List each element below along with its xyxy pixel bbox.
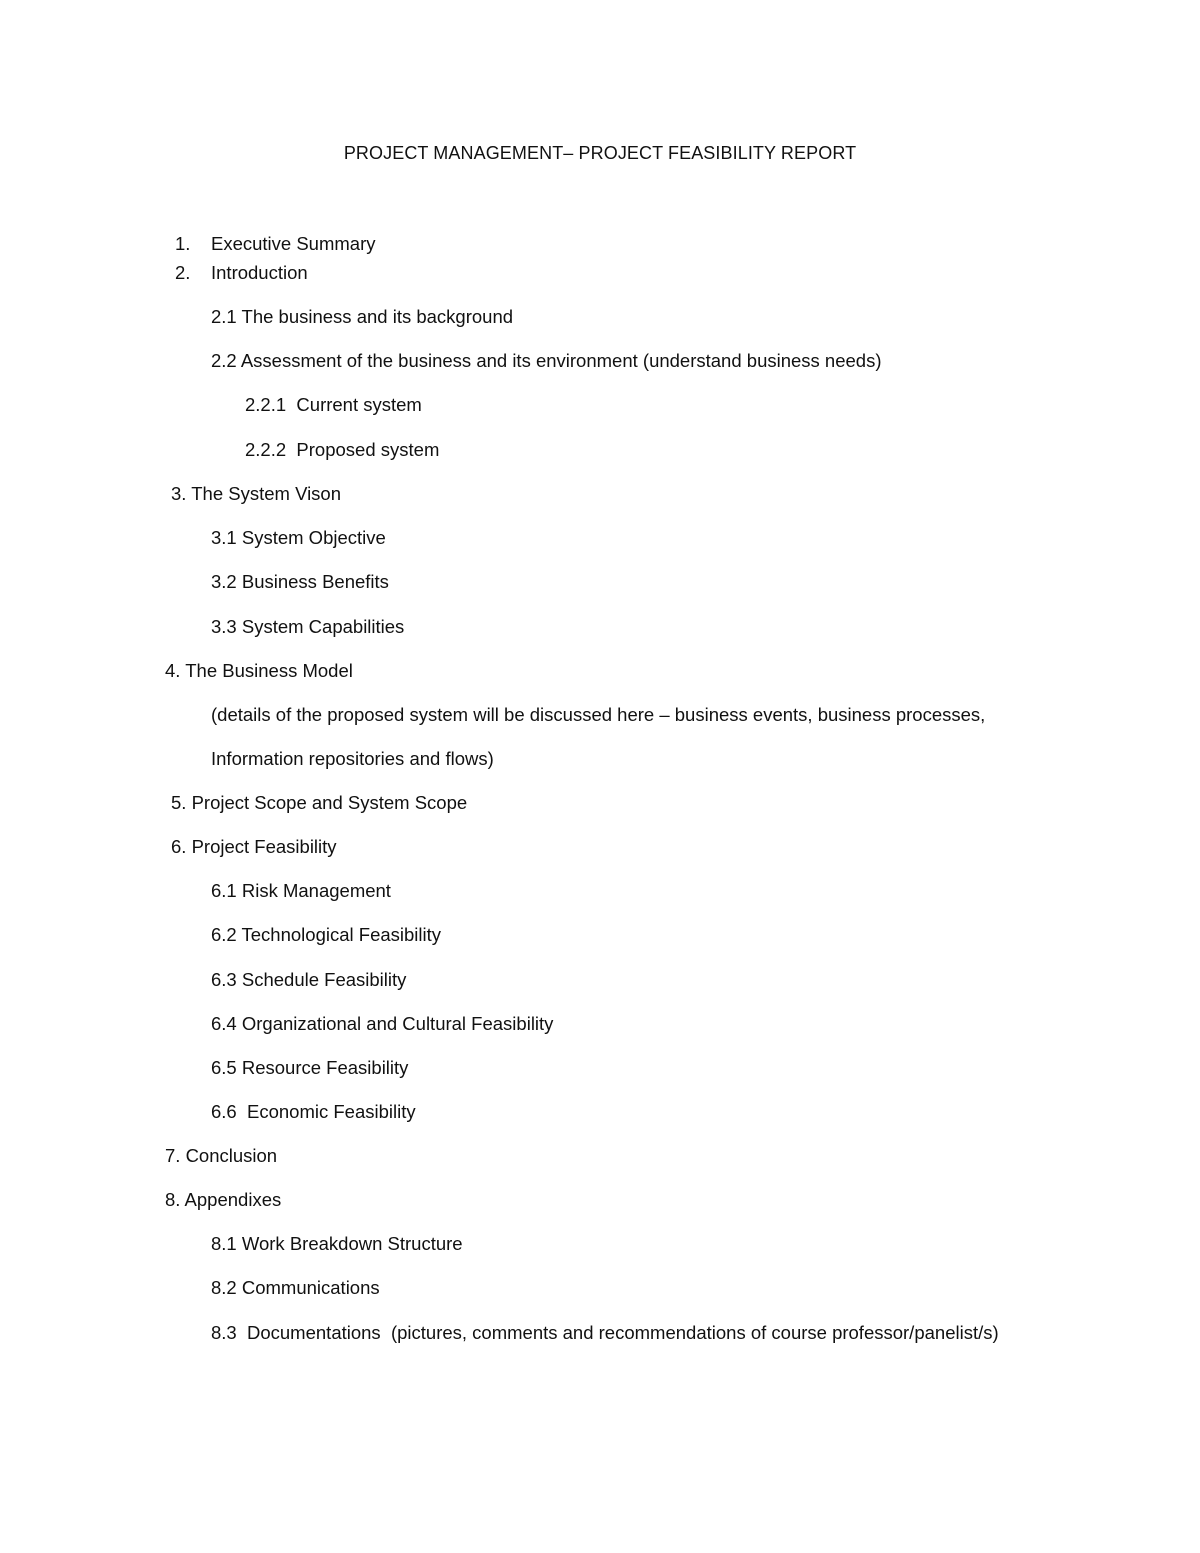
outline-section-heading: 7. Conclusion: [165, 1145, 278, 1166]
outline-item: 2.2 Assessment of the business and its environment (understand business needs): [211, 350, 882, 371]
outline-description: (details of the proposed system will be discussed here – business events, business processes,: [211, 704, 986, 725]
outline-item: 2.2.1 Current system: [245, 394, 422, 415]
list-number: 1.: [175, 233, 191, 254]
outline-item: 8.2 Communications: [211, 1277, 380, 1298]
list-number: 2.: [175, 262, 191, 283]
list-item-executive-summary: Executive Summary: [211, 233, 376, 254]
outline-item: 6.3 Schedule Feasibility: [211, 969, 407, 990]
outline-section-heading: 5. Project Scope and System Scope: [171, 792, 468, 813]
outline-item: 3.3 System Capabilities: [211, 616, 405, 637]
outline-section-heading: 6. Project Feasibility: [171, 836, 337, 857]
outline-item: 8.3 Documentations (pictures, comments and recommendations of course professor/panelist/s): [211, 1322, 999, 1343]
outline-item: 6.6 Economic Feasibility: [211, 1101, 416, 1122]
outline-item: 3.2 Business Benefits: [211, 571, 389, 592]
outline-item: 6.4 Organizational and Cultural Feasibility: [211, 1013, 554, 1034]
document-title: PROJECT MANAGEMENT– PROJECT FEASIBILITY REPORT: [343, 143, 857, 163]
outline-section-heading: 4. The Business Model: [165, 660, 353, 681]
outline-item: 8.1 Work Breakdown Structure: [211, 1233, 463, 1254]
outline-item: 6.1 Risk Management: [211, 880, 391, 901]
outline-item: 2.1 The business and its background: [211, 306, 514, 327]
outline-item: 2.2.2 Proposed system: [245, 439, 440, 460]
outline-item: 6.5 Resource Feasibility: [211, 1057, 409, 1078]
outline-item: 3.1 System Objective: [211, 527, 386, 548]
outline-section-heading: 3. The System Vison: [171, 483, 342, 504]
outline-description: Information repositories and flows): [211, 748, 494, 769]
list-item-introduction: Introduction: [211, 262, 308, 283]
outline-section-heading: 8. Appendixes: [165, 1189, 282, 1210]
outline-item: 6.2 Technological Feasibility: [211, 924, 442, 945]
